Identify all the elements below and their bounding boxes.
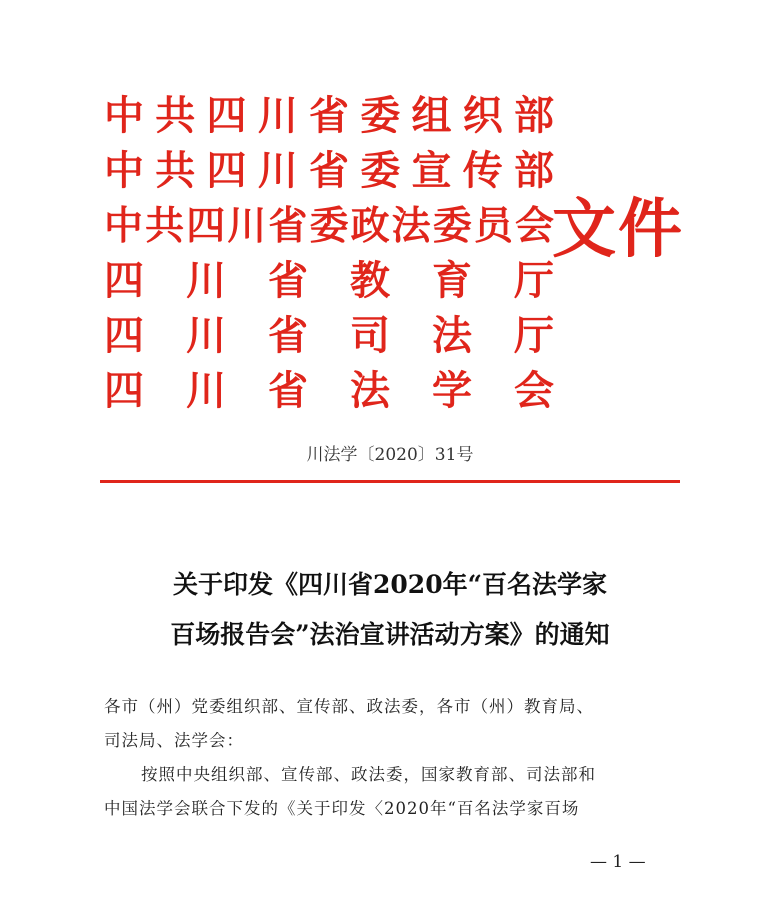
issuer-line-2 bbox=[104, 147, 554, 195]
issuer-char: 四 bbox=[206, 92, 247, 139]
issuer-char: 法 bbox=[391, 203, 431, 249]
issuer-char: 学 bbox=[432, 367, 472, 414]
issuer-char: 四 bbox=[186, 203, 226, 249]
issuer-char: 川 bbox=[257, 147, 298, 194]
issuer-char: 川 bbox=[186, 312, 226, 359]
issuer-char: 四 bbox=[206, 147, 247, 194]
issuer-char: 省 bbox=[268, 257, 308, 304]
issuer-char: 四 bbox=[104, 367, 144, 414]
issuer-char: 共 bbox=[155, 92, 196, 139]
issuer-line-3 bbox=[104, 202, 554, 250]
issuer-char: 组 bbox=[411, 92, 452, 139]
recipients-line-1: 各市（州）党委组织部、宣传部、政法委，各市（州）教育局、 bbox=[104, 697, 594, 716]
issuer-char: 川 bbox=[186, 367, 226, 414]
issuer-char: 传 bbox=[462, 147, 503, 194]
issuer-char: 省 bbox=[309, 147, 349, 194]
issuer-char: 共 bbox=[155, 147, 196, 194]
issuer-line-6 bbox=[104, 367, 554, 415]
issuer-char: 川 bbox=[186, 257, 226, 304]
issuer-char: 四 bbox=[104, 312, 144, 359]
issuer-char: 委 bbox=[360, 92, 401, 139]
document-word: 文件 bbox=[552, 192, 684, 267]
issuer-char: 省 bbox=[268, 367, 308, 414]
issuer-line-1 bbox=[104, 92, 554, 140]
issuer-char: 厅 bbox=[514, 257, 554, 304]
document-number: 川法学〔2020〕31号 bbox=[306, 445, 474, 465]
issuer-char: 司 bbox=[350, 312, 390, 359]
issuer-char: 部 bbox=[514, 92, 554, 139]
issuing-agencies bbox=[104, 92, 554, 422]
issuer-char: 共 bbox=[145, 203, 185, 249]
issuer-char: 织 bbox=[462, 92, 503, 139]
issuer-char: 委 bbox=[432, 203, 472, 249]
issuer-char: 省 bbox=[268, 203, 308, 249]
title-line-2: 百场报告会”法治宣讲活动方案》的通知 bbox=[170, 620, 610, 649]
issuer-char: 省 bbox=[268, 312, 308, 359]
issuer-line-4 bbox=[104, 257, 554, 305]
issuer-char: 员 bbox=[473, 203, 513, 249]
issuer-char: 委 bbox=[360, 147, 401, 194]
issuer-char: 厅 bbox=[514, 312, 554, 359]
issuer-char: 法 bbox=[432, 312, 472, 359]
title-line-1: 关于印发《四川省2020年“百名法学家 bbox=[173, 570, 607, 599]
document-body bbox=[104, 690, 684, 826]
red-divider bbox=[100, 480, 680, 483]
issuer-char: 宣 bbox=[411, 147, 452, 194]
recipients-line-2: 司法局、法学会： bbox=[104, 731, 244, 750]
issuer-char: 委 bbox=[309, 203, 349, 249]
paragraph-1-line-2: 中国法学会联合下发的《关于印发〈2020年“百名法学家百场 bbox=[104, 799, 580, 818]
issuer-char: 中 bbox=[104, 147, 144, 194]
issuer-char: 中 bbox=[104, 203, 144, 249]
issuer-char: 部 bbox=[514, 147, 554, 194]
issuer-char: 政 bbox=[350, 203, 390, 249]
page-number: — 1 — bbox=[590, 852, 646, 872]
issuer-char: 川 bbox=[257, 92, 298, 139]
issuer-char: 法 bbox=[350, 367, 390, 414]
document-title bbox=[90, 560, 690, 660]
issuer-char: 中 bbox=[104, 92, 144, 139]
issuer-char: 教 bbox=[350, 257, 390, 304]
issuer-char: 省 bbox=[309, 92, 349, 139]
issuer-line-5 bbox=[104, 312, 554, 360]
issuer-char: 育 bbox=[432, 257, 472, 304]
issuer-char: 四 bbox=[104, 257, 144, 304]
issuer-char: 会 bbox=[514, 367, 554, 414]
issuer-char: 会 bbox=[514, 203, 554, 249]
paragraph-1-line-1: 按照中央组织部、宣传部、政法委，国家教育部、司法部和 bbox=[141, 765, 596, 784]
issuer-char: 川 bbox=[227, 203, 267, 249]
